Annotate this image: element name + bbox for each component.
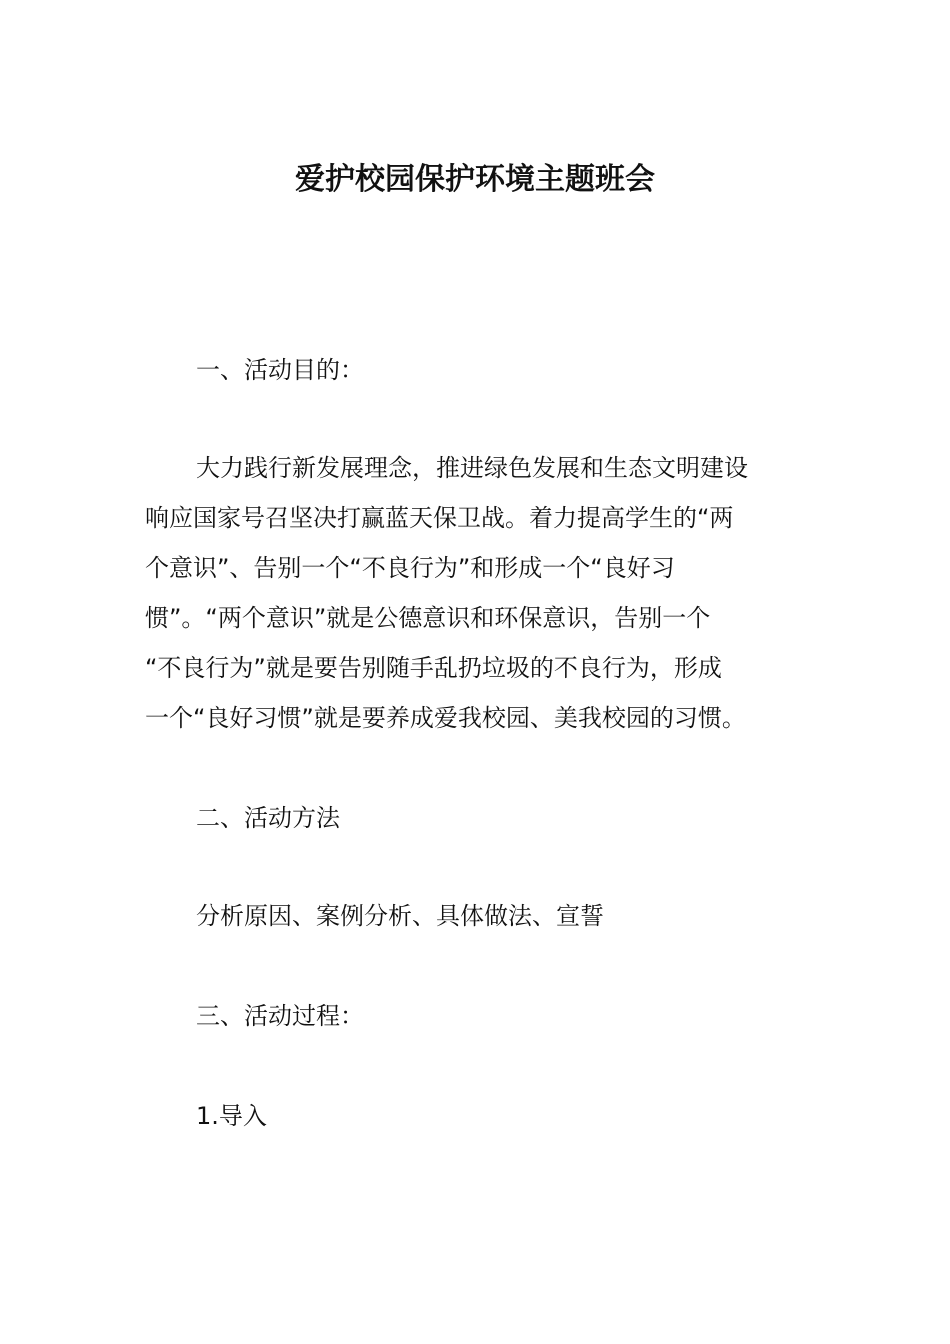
paragraph-line: “不良行为”就是要告别随手乱扔垃圾的不良行为，形成 (145, 654, 722, 682)
paragraph-line: 响应国家号召坚决打赢蓝天保卫战。着力提高学生的“两 (145, 504, 734, 532)
paragraph-line: 一个“良好习惯”就是要养成爱我校园、美我校园的习惯。 (145, 704, 746, 732)
paragraph-line: 惯”。“两个意识”就是公德意识和环保意识，告别一个 (145, 604, 711, 632)
section-heading-purpose: 一、活动目的： (196, 356, 364, 384)
document-title: 爱护校园保护环境主题班会 (295, 162, 655, 197)
method-content: 分析原因、案例分析、具体做法、宣誓 (196, 902, 604, 930)
paragraph-line: 个意识”、告别一个“不良行为”和形成一个“良好习 (145, 554, 675, 582)
section-heading-method: 二、活动方法 (196, 804, 340, 832)
section-heading-process: 三、活动过程： (196, 1002, 364, 1030)
paragraph-line: 大力践行新发展理念，推进绿色发展和生态文明建设 (196, 454, 748, 482)
process-item-intro: 1.导入 (196, 1102, 267, 1130)
